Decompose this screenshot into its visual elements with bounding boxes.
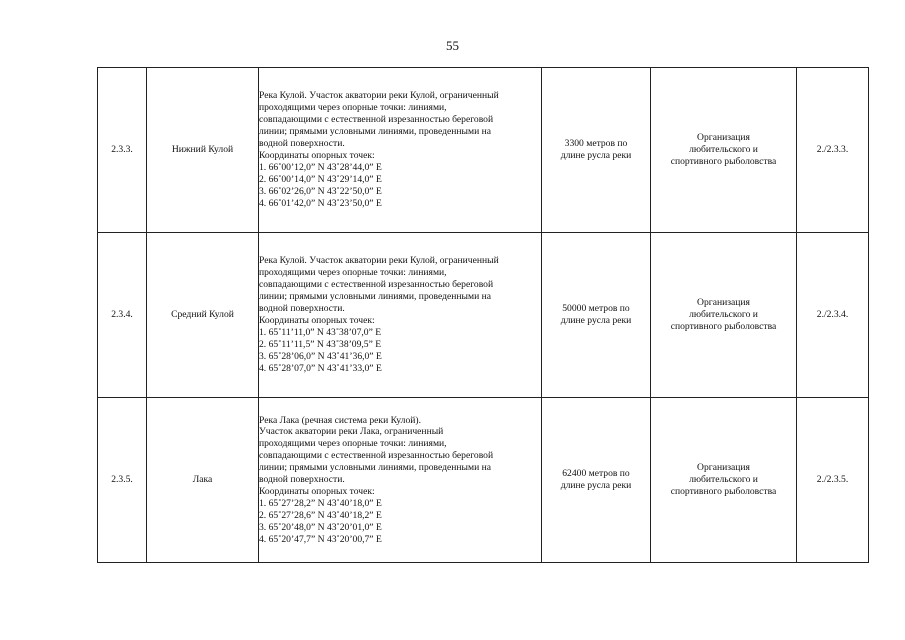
length-line: 62400 метров по <box>562 468 630 479</box>
purpose-line: спортивного рыболовства <box>670 156 777 167</box>
description-line: водной поверхности. <box>259 474 345 486</box>
length-line: длине русла реки <box>560 150 632 161</box>
coordinate-point: 3. 65˚28’06,0” N 43˚41’36,0” E <box>259 350 382 362</box>
description-line: проходящими через опорные точки: линиями, <box>259 102 447 114</box>
description-line: линии; прямыми условными линиями, проведенными на <box>259 462 491 474</box>
area-description <box>259 68 542 233</box>
coordinate-point: 3. 66˚02’26,0” N 43˚22’50,0” E <box>259 185 382 197</box>
purpose-line: спортивного рыболовства <box>670 486 777 497</box>
description-line: водной поверхности. <box>259 303 345 315</box>
description-line: совпадающими с естественной изрезанностью береговой <box>259 450 494 462</box>
length-line: длине русла реки <box>560 480 632 491</box>
row-number: 2.3.3. <box>98 68 147 233</box>
table-row <box>98 68 869 233</box>
coordinates-label: Координаты опорных точек: <box>259 150 375 161</box>
area-purpose <box>651 68 797 233</box>
length-line: 50000 метров по <box>562 303 630 314</box>
coordinate-point: 1. 65˚27’28,2” N 43˚40’18,0” E <box>259 497 382 509</box>
area-reference: 2./2.3.4. <box>797 233 869 398</box>
description-line: водной поверхности. <box>259 138 345 150</box>
area-name: Средний Кулой <box>147 233 259 398</box>
area-description <box>259 233 542 398</box>
row-number: 2.3.5. <box>98 398 147 563</box>
coordinate-point: 1. 65˚11’11,0” N 43˚38’07,0” E <box>259 326 382 338</box>
coordinate-point: 3. 65˚20’48,0” N 43˚20’01,0” E <box>259 521 382 533</box>
description-line: проходящими через опорные точки: линиями, <box>259 438 447 450</box>
purpose-line: любительского и <box>689 144 758 155</box>
description-line: линии; прямыми условными линиями, проведенными на <box>259 126 491 138</box>
coordinate-point: 4. 66˚01’42,0” N 43˚23’50,0” E <box>259 197 382 209</box>
area-purpose <box>651 233 797 398</box>
description-line: проходящими через опорные точки: линиями, <box>259 267 447 279</box>
purpose-line: любительского и <box>689 309 758 320</box>
coordinate-point: 2. 65˚27’28,6” N 43˚40’18,2” E <box>259 509 382 521</box>
description-line: совпадающими с естественной изрезанностью береговой <box>259 114 494 126</box>
coordinates-label: Координаты опорных точек: <box>259 485 375 497</box>
description-line: Река Кулой. Участок акватории реки Кулой, ограниченный <box>259 255 499 267</box>
area-reference: 2./2.3.3. <box>797 68 869 233</box>
area-reference: 2./2.3.5. <box>797 398 869 563</box>
length-line: длине русла реки <box>560 315 632 326</box>
purpose-line: Организация <box>697 462 750 473</box>
area-length <box>542 398 651 563</box>
table-row <box>98 398 869 563</box>
area-length <box>542 68 651 233</box>
description-line: совпадающими с естественной изрезанностью береговой <box>259 279 494 291</box>
row-number: 2.3.4. <box>98 233 147 398</box>
table-row <box>98 233 869 398</box>
purpose-line: Организация <box>697 132 750 143</box>
coordinate-point: 4. 65˚20’47,7” N 43˚20’00,7” E <box>259 533 382 545</box>
description-line: Река Кулой. Участок акватории реки Кулой, ограниченный <box>259 90 499 102</box>
coordinate-point: 2. 65˚11’11,5” N 43˚38’09,5” E <box>259 338 382 350</box>
area-length <box>542 233 651 398</box>
coordinate-point: 4. 65˚28’07,0” N 43˚41’33,0” E <box>259 362 382 374</box>
description-line: линии; прямыми условными линиями, проведенными на <box>259 291 491 303</box>
description-line: Участок акватории реки Лака, ограниченный <box>259 426 444 438</box>
coordinate-point: 2. 66˚00’14,0” N 43˚29’14,0” E <box>259 173 382 185</box>
page-number: 55 <box>446 38 459 53</box>
purpose-line: любительского и <box>689 474 758 485</box>
coordinate-point: 1. 66˚00’12,0” N 43˚28’44,0” E <box>259 161 382 173</box>
fishing-areas-table <box>97 67 869 563</box>
description-line: Река Лака (речная система реки Кулой). <box>259 414 421 426</box>
purpose-line: Организация <box>697 297 750 308</box>
area-description <box>259 398 542 563</box>
area-name: Лака <box>147 398 259 563</box>
area-name: Нижний Кулой <box>147 68 259 233</box>
purpose-line: спортивного рыболовства <box>670 321 777 332</box>
length-line: 3300 метров по <box>564 138 628 149</box>
area-purpose <box>651 398 797 563</box>
coordinates-label: Координаты опорных точек: <box>259 315 375 326</box>
